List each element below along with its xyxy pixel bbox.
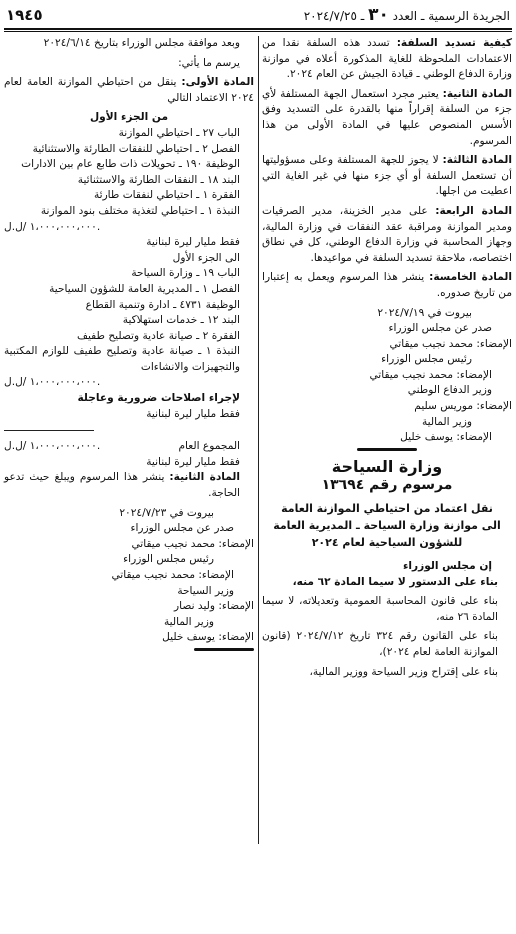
total-row (4, 439, 254, 455)
article-heading: المادة الرابعة: (435, 204, 512, 217)
issued-by: صدر عن مجلس الوزراء (130, 522, 234, 535)
decrees-statement: يرسم ما يأتي: (178, 56, 240, 69)
amount-in-words: فقط مليار ليرة لبنانية (146, 236, 240, 249)
budget-line: البند ١٢ ـ خدمات استهلاكية (122, 314, 240, 327)
basis-clause: بناء على القانون رقم ٣٢٤ تاريخ ٢٠٢٤/٧/١٢ (قانون الموازنة العامة لعام ٢٠٢٤)، (262, 630, 499, 658)
signature-line: الإمضاء: يوسف خليل (400, 431, 492, 444)
purpose-line: لإجراء اصلاحات ضرورية وعاجلة (77, 392, 240, 405)
budget-line: الفقرة ٢ ـ صيانة عادية وتصليح طفيف (77, 329, 240, 342)
signatory-title: رئيس مجلس الوزراء (381, 353, 472, 366)
article-heading: المادة الأولى: (181, 76, 254, 89)
budget-line: الفصل ٢ ـ احتياطي للنفقات الطارئة والاستثنائية (32, 142, 240, 155)
article-two-left (4, 470, 254, 501)
article-one (4, 75, 254, 106)
total-label: المجموع العام (178, 440, 240, 453)
page-number: ١٩٤٥ (6, 6, 43, 24)
article-heading: المادة الثالثة: (442, 154, 513, 167)
article-body: لا يجوز للجهة المستلفة وعلى مسؤوليتها أن تستعمل السلفة أو أي جزء منها في غير الغاية التي اعطيت من اجلها. (262, 154, 512, 198)
article-heading: المادة الخامسة: (429, 271, 512, 284)
amount-value: ١،٠٠٠،٠٠٠،٠٠٠ /ل.ل. (4, 220, 101, 233)
place-date: بيروت في ٢٠٢٤/٧/٢٣ (119, 506, 214, 519)
budget-line: الوظيفة ١٩٠ ـ تحويلات ذات طابع عام بين الادارات (21, 158, 240, 171)
article-body: ينقل من احتياطي الموازنة العامة لعام ٢٠٢٤ الاعتماد التالي (4, 76, 254, 104)
decree-number: ١٣٦٩٤ (321, 477, 365, 494)
issued-by: صدر عن مجلس الوزراء (388, 322, 492, 335)
signature-line: الإمضاء: محمد نجيب ميقاتي (111, 569, 234, 581)
column-divider (258, 36, 259, 844)
council-statement: إن مجلس الوزراء (402, 560, 492, 573)
decree-title-line: الى موازنة وزارة السياحة ـ المديرية العامة (273, 519, 501, 533)
amount-value: ١،٠٠٠،٠٠٠،٠٠٠ /ل.ل. (4, 376, 101, 389)
signature-line: الإمضاء: موريس سليم (414, 400, 512, 413)
signature-line: الإمضاء: محمد نجيب ميقاتي (131, 537, 254, 550)
paragraph-heading: كيفية تسديد السلفة: (396, 37, 512, 49)
header-rule-thin (4, 31, 512, 32)
article-two (262, 87, 512, 149)
budget-line: الفقرة ١ ـ احتياطي لنفقات طارئة (93, 189, 240, 202)
header-title (304, 5, 510, 25)
article-three (262, 153, 512, 200)
signatory-title: وزير الدفاع الوطني (407, 384, 492, 397)
signatory-title: رئيس مجلس الوزراء (123, 553, 214, 566)
gazette-title: الجريدة الرسمية ـ العدد (392, 9, 510, 23)
budget-line: النبذة ١ ـ صيانة عادية وتصليح طفيف للوازم المكتبية والتجهيزات والانشاءات (4, 345, 240, 373)
section-end-bar (194, 648, 254, 651)
article-heading: المادة الثانية: (442, 87, 512, 100)
signature-line: الإمضاء: محمد نجيب ميقاتي (389, 337, 512, 350)
decree-label: مرسوم رقم (369, 477, 453, 494)
decree-title-line: نقل اعتماد من احتياطي الموازنة العامة (281, 502, 493, 516)
amount-in-words: فقط مليار ليرة لبنانية (146, 455, 240, 468)
article-heading: المادة الثانية: (169, 471, 240, 484)
place-date: بيروت في ٢٠٢٤/٧/١٩ (377, 306, 472, 319)
article-body: على مدير الخزينة، مدير الصرفيات ومدير الموازنة ومراقبة عقد النفقات في وزارة المالية، وجهاز المحاسبة في وزارة الدفاع الوطني، كل في نطاق اختصاصه، ملاحقة تسديد السلفة في مواعيدها. (262, 204, 512, 264)
signature-line: الإمضاء: يوسف خليل (162, 631, 254, 644)
issue-number: ٣٠ (368, 5, 389, 25)
article-body: ينشر هذا المرسوم ويعمل به إعتبارا من تاريخ صدوره. (262, 271, 512, 299)
total-separator (4, 430, 94, 431)
total-amount: ١،٠٠٠،٠٠٠،٠٠٠ /ل.ل. (4, 440, 101, 453)
signatory-title: وزير المالية (421, 415, 472, 428)
article-body: ينشر هذا المرسوم ويبلغ حيث تدعو الحاجة. (4, 471, 240, 500)
signatory-title: وزير السياحة (177, 584, 234, 597)
paragraph-repayment (262, 36, 512, 83)
budget-line: الوظيفة ٤٧٣١ ـ ادارة وتنمية القطاع (85, 298, 240, 311)
basis-clause: بناء على إقتراح وزير السياحة ووزير المالية، (309, 665, 498, 678)
basis-clause: بناء على الدستور لا سيما المادة ٦٢ منه، (292, 575, 498, 588)
article-body: يعتبر مجرد استعمال الجهة المستلفة لأي جزء من السلفة إقراراً منها بالقدرة على التسديد وفق الأسس المنصوص عليها في المادة الأولى من هذا المرسوم. (262, 87, 512, 147)
from-part-heading: من الجزء الأول (89, 111, 168, 124)
budget-line: البند ١٨ ـ النفقات الطارئة والاستثنائية (77, 173, 240, 186)
amount-in-words: فقط مليار ليرة لبنانية (146, 407, 240, 420)
article-four (262, 204, 512, 266)
page-header (6, 4, 510, 26)
header-rule (4, 28, 512, 30)
paragraph-body: تسدد هذه السلفة نقدا من الاعتمادات الملحوظة للغاية المذكورة أعلاه في موازنة وزارة الدفاع الوطني ـ قيادة الجيش عن العام ٢٠٢٤. (262, 37, 512, 81)
budget-line: الباب ١٩ ـ وزارة السياحة (131, 267, 240, 280)
signatory-title: وزير المالية (163, 615, 214, 628)
budget-line: الباب ٢٧ ـ احتياطي الموازنة (118, 126, 240, 139)
decree-title-line: للشؤون السياحية لعام ٢٠٢٤ (311, 536, 463, 550)
decree-heading (262, 478, 512, 494)
issue-date: ـ ٢٠٢٤/٧/٢٥ (303, 9, 365, 23)
budget-line: الفصل ١ ـ المديرية العامة للشؤون السياحية (49, 282, 240, 295)
right-column (262, 36, 512, 684)
amount-row (4, 220, 254, 236)
signature-line: الإمضاء: وليد نصار (174, 600, 254, 613)
budget-line: النبذة ١ ـ احتياطي لتغذية مختلف بنود الموازنة (40, 204, 240, 217)
signature-line: الإمضاء: محمد نجيب ميقاتي (369, 368, 492, 381)
article-five (262, 270, 512, 301)
left-column (4, 36, 254, 651)
to-part-heading: الى الجزء الأول (172, 251, 240, 264)
basis-clause: بناء على قانون المحاسبة العمومية وتعديلاته، لا سيما المادة ٢٦ منه، (262, 595, 498, 623)
ministry-title: وزارة السياحة (331, 456, 443, 476)
approval-statement: وبعد موافقة مجلس الوزراء بتاريخ ٢٠٢٤/٦/١٤ (43, 37, 240, 49)
section-end-bar (357, 448, 417, 451)
amount-row (4, 375, 254, 391)
